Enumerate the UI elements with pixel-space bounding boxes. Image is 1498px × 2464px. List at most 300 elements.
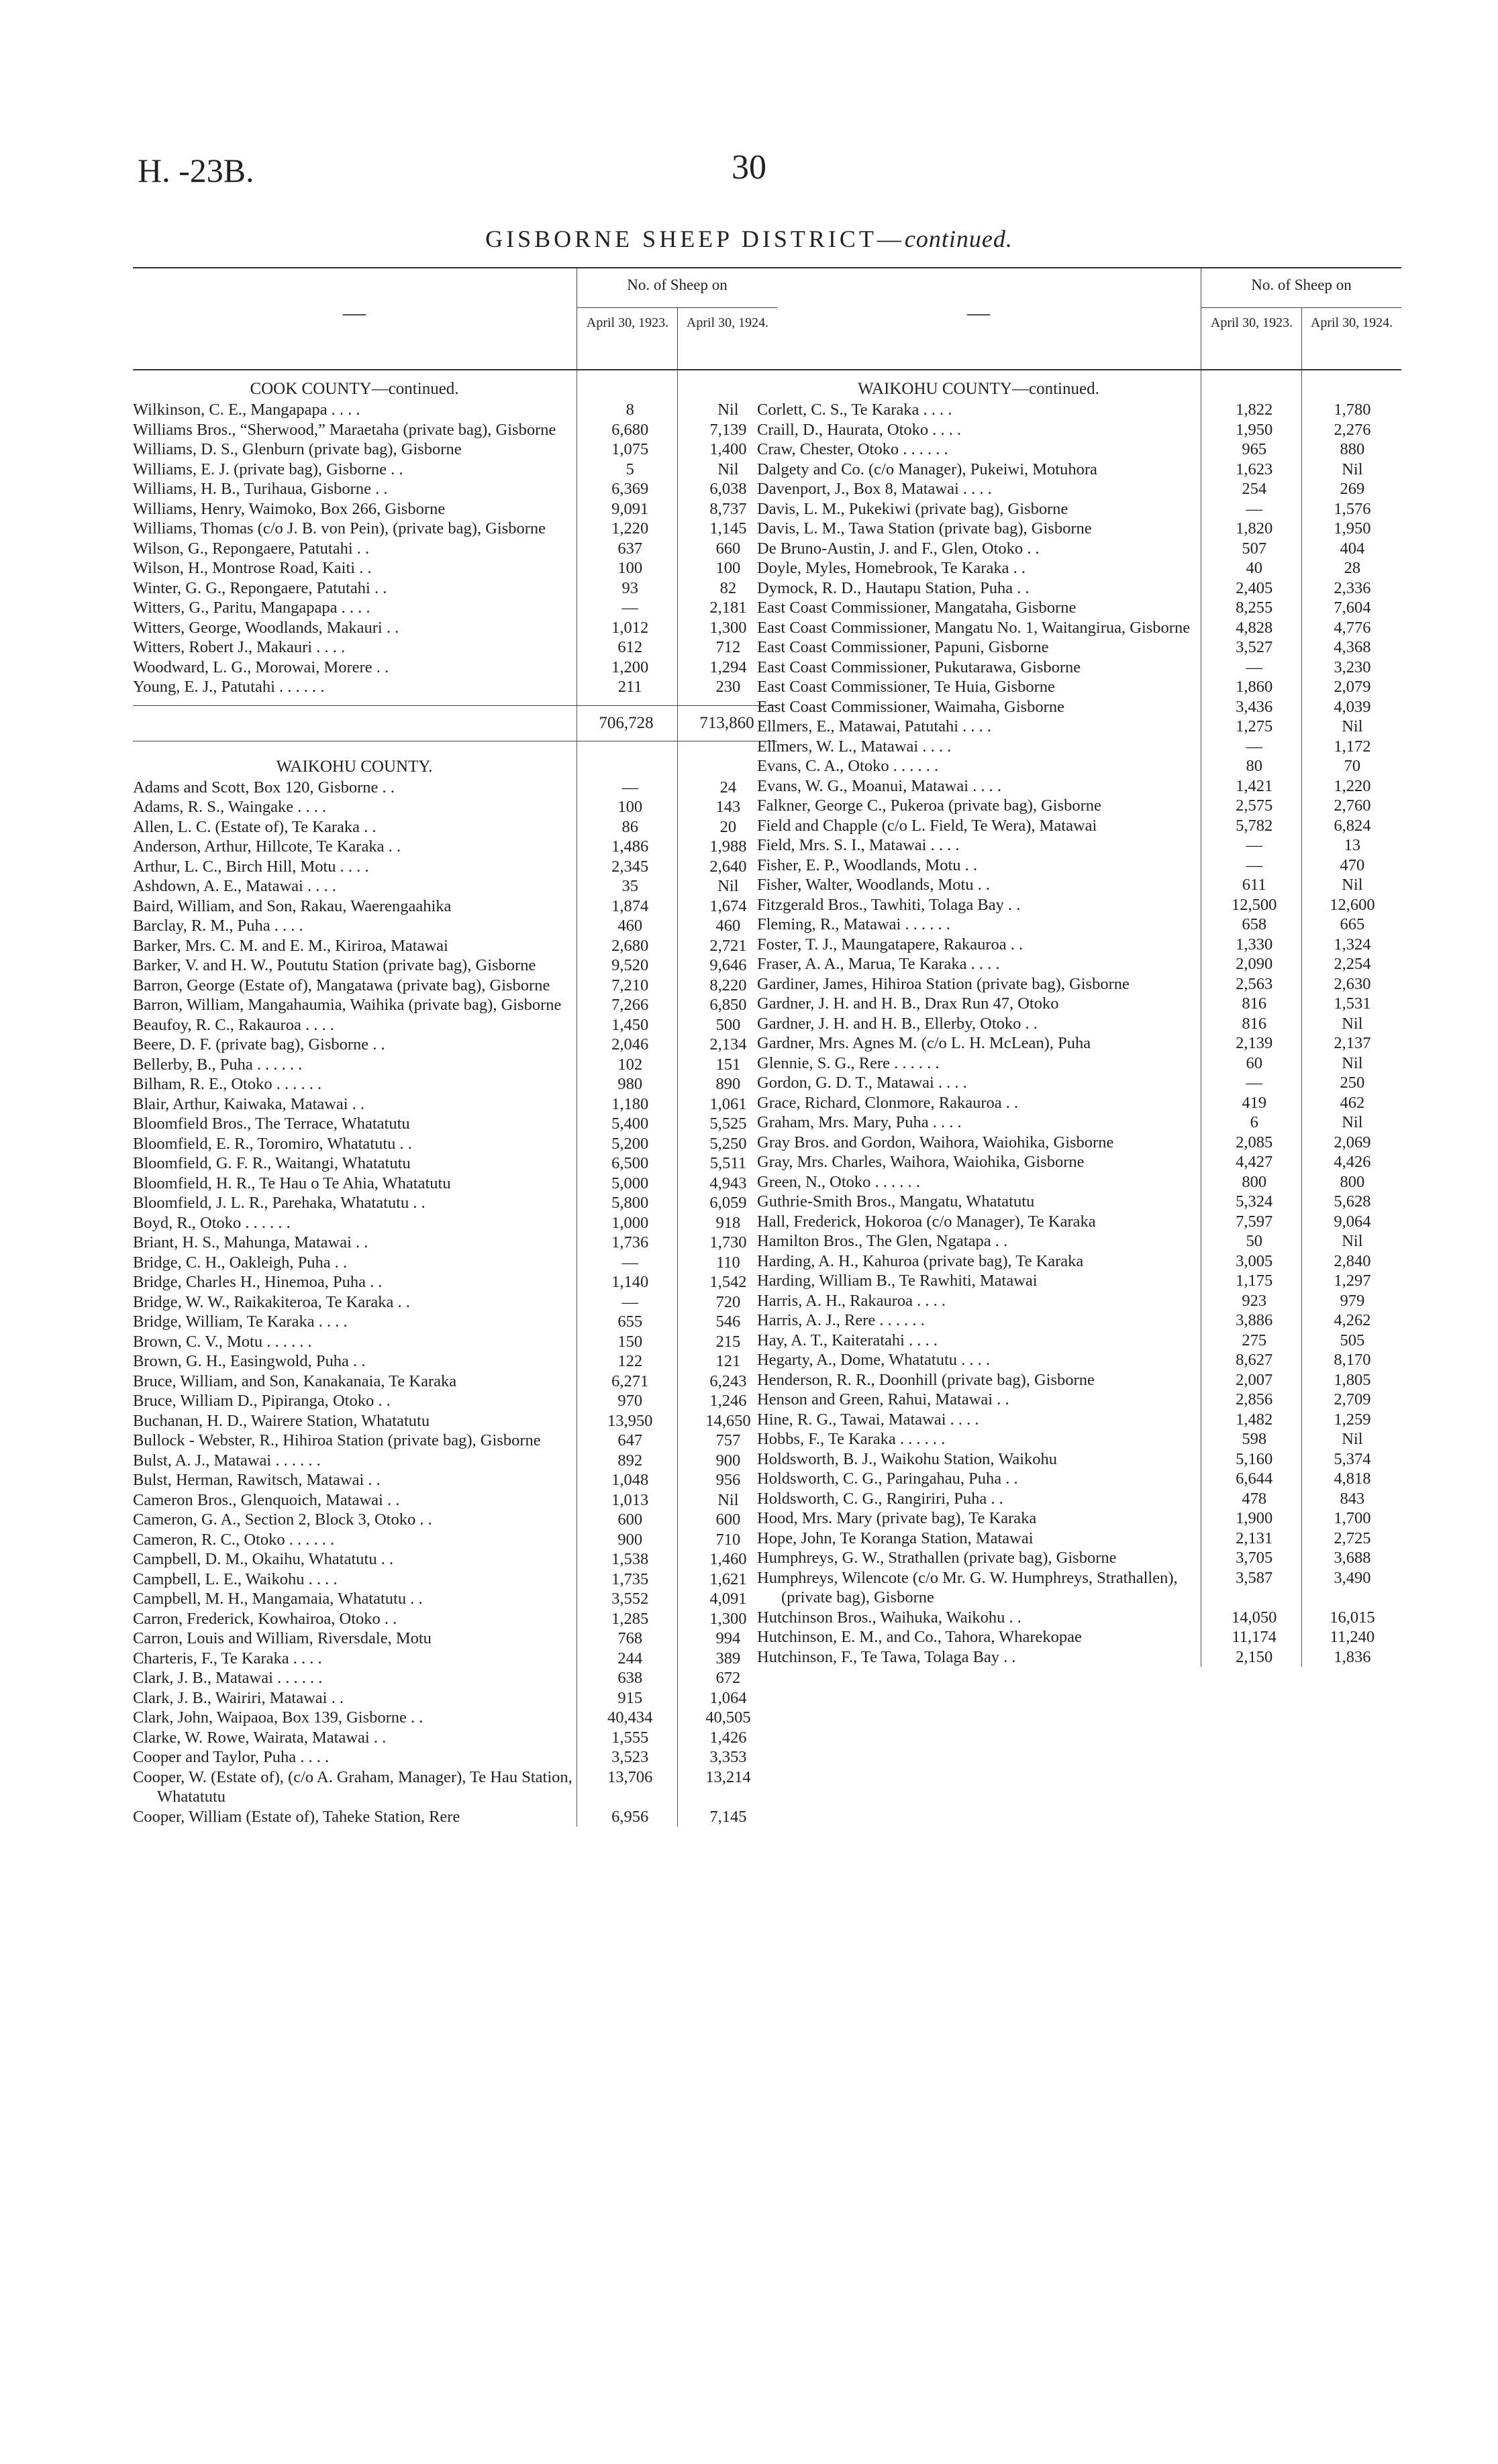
owner-name: East Coast Commissioner, Pukutarawa, Gisborne [757,658,1081,676]
sheep-1924: 1,400 [709,440,747,458]
sheep-1924: 1,426 [709,1728,747,1747]
sheep-1924: 2,721 [709,936,747,955]
sheep-1924: 1,700 [1334,1509,1371,1527]
owner-name: Humphreys, Wilencote (c/o Mr. G. W. Humphreys, Strathallen), (private bag), Gisborne [757,1568,1178,1606]
col-1924-heading: April 30, 1924. [686,315,769,330]
table-row [133,956,777,976]
sheep-1923: 6,644 [1236,1470,1273,1488]
sheep-1924: 4,039 [1334,697,1371,716]
sheep-1924: 1,674 [709,896,747,915]
owner-name: Adams, R. S., Waingake . . . . [133,798,327,816]
owner-name: Beere, D. F. (private bag), Gisborne . . [133,1035,385,1054]
owner-name: Fleming, R., Matawai . . . . . . [757,915,950,933]
owner-name: Ellmers, W. L., Matawai . . . . [757,737,952,756]
table-row [757,1647,1401,1667]
sheep-1924: 1,246 [709,1392,747,1410]
owner-name: Bulst, Herman, Rawitsch, Matawai . . [133,1471,381,1489]
sheep-1923: 40,434 [607,1708,653,1727]
owner-name: Cameron, R. C., Otoko . . . . . . [133,1530,335,1549]
table-row [133,778,777,798]
table-row [757,658,1401,678]
owner-name: East Coast Commissioner, Te Huia, Gisborne [757,678,1055,696]
owner-name: Williams, Henry, Waimoko, Box 266, Gisborne [133,499,446,518]
sheep-1924: 890 [715,1075,741,1093]
table-row [757,1093,1401,1113]
sheep-1924: 1,172 [1334,737,1371,756]
sheep-1923: 600 [617,1510,643,1529]
sheep-1923: 1,900 [1236,1509,1273,1527]
sheep-1923: — [621,1292,638,1311]
owner-name: Ashdown, A. E., Matawai . . . . [133,877,336,895]
table-body [133,370,777,1827]
sheep-1924: 5,525 [709,1115,747,1133]
sheep-1923: 1,822 [1236,401,1273,419]
owner-name: Davenport, J., Box 8, Matawai . . . . [757,480,992,498]
table-row [133,1114,777,1134]
table-row [133,1233,777,1253]
sheep-1923: 211 [617,678,642,696]
sheep-1923: 637 [617,539,643,558]
table-row [133,1391,777,1411]
table-row [133,479,777,499]
sheep-1924: 1,061 [709,1094,747,1113]
sheep-1923: 6,369 [611,480,649,498]
sheep-1924: Nil [717,460,739,478]
sheep-1923: 5,200 [611,1134,649,1153]
sheep-1923: 86 [621,817,638,836]
sheep-1924: 720 [715,1292,741,1311]
col-1923-heading: April 30, 1923. [586,315,669,330]
sheep-1923: 60 [1246,1054,1262,1072]
owner-name: Evans, C. A., Otoko . . . . . . [757,757,939,775]
table-row [133,558,777,578]
table-row [757,1331,1401,1351]
sheep-1923: 1,000 [611,1213,649,1232]
sheep-1924: 82 [719,578,737,597]
table-row [133,519,777,539]
owner-name: Beaufoy, R. C., Rakauroa . . . . [133,1015,334,1034]
table-row [757,1508,1401,1529]
sheep-1924: Nil [717,877,739,895]
sheep-1924: 8,170 [1334,1351,1371,1369]
sheep-1924: 3,490 [1334,1568,1371,1587]
owner-name: Bruce, William, and Son, Kanakanaia, Te Karaka [133,1372,457,1390]
sheep-1923: 5,400 [611,1115,649,1133]
sheep-1923: 2,150 [1236,1647,1273,1666]
table-row [133,1134,777,1154]
sheep-1923: 14,050 [1232,1608,1277,1627]
table-row [757,1469,1401,1489]
owner-name: Clarke, W. Rowe, Wairata, Matawai . . [133,1728,387,1747]
sheep-1923: 3,527 [1236,638,1273,656]
owner-name: Harding, William B., Te Rawhiti, Matawai [757,1272,1038,1290]
table-row [757,1489,1401,1509]
sheep-1924: 2,630 [1334,974,1371,993]
table-row [757,1350,1401,1370]
owner-name: Hay, A. T., Kaiteratahi . . . . [757,1331,938,1349]
sheep-1924: Nil [717,401,739,419]
owner-name: Cameron Bros., Glenquoich, Matawai . . [133,1490,400,1509]
owner-name: Ellmers, E., Matawai, Patutahi . . . . [757,717,992,735]
owner-name: Barron, William, Mangahaumia, Waihika (private bag), Gisborne [133,996,562,1014]
sheep-1923: 1,275 [1236,717,1273,735]
table-row [133,400,777,420]
owner-name: Bloomfield, H. R., Te Hau o Te Ahia, Whatatutu [133,1174,451,1192]
sheep-1923: 2,563 [1236,974,1273,993]
sheep-1923: 1,012 [611,618,649,637]
name-column-dash: — [343,301,366,325]
sheep-1923: 2,090 [1236,955,1273,973]
sheep-1923: 100 [617,798,643,816]
table-row [757,776,1401,797]
owner-name: Williams Bros., “Sherwood,” Maraetaha (private bag), Gisborne [133,420,556,439]
sheep-1923: 478 [1242,1489,1267,1508]
sheep-1923: 122 [617,1352,643,1370]
sheep-1924: 2,640 [709,857,747,876]
owner-name: Bullock - Webster, R., Hihiroa Station (private bag), Gisborne [133,1431,541,1449]
owner-name: Brown, G. H., Easingwold, Puha . . [133,1352,366,1370]
table-row [133,1074,777,1094]
sheep-1924: 9,646 [709,956,747,974]
sheep-1924: 2,760 [1334,797,1371,815]
owner-name: Bilham, R. E., Otoko . . . . . . [133,1075,322,1093]
owner-name: Gardiner, James, Hihiroa Station (private bag), Gisborne [757,974,1130,993]
owner-name: Young, E. J., Patutahi . . . . . . [133,678,325,696]
sheep-1923: 980 [617,1075,643,1093]
sheep-1923: 3,705 [1236,1549,1273,1567]
owner-name: Allen, L. C. (Estate of), Te Karaka . . [133,817,377,836]
sheep-1923: 1,950 [1236,420,1273,439]
sheep-1924: 712 [715,638,741,656]
table-row [757,420,1401,440]
table-row [757,1390,1401,1410]
owner-name: Bridge, W. W., Raikakiteroa, Te Karaka . . [133,1292,410,1311]
sheep-1924: 110 [715,1253,740,1272]
sheep-1924: 215 [715,1332,741,1351]
owner-name: Arthur, L. C., Birch Hill, Motu . . . . [133,857,369,876]
owner-name: Barclay, R. M., Puha . . . . [133,917,303,935]
sheep-1924: Nil [1342,876,1363,894]
owner-name: Bridge, William, Te Karaka . . . . [133,1313,348,1331]
table-row [757,915,1401,935]
table-row [757,1271,1401,1291]
owner-name: Anderson, Arthur, Hillcote, Te Karaka . . [133,837,401,856]
table-row [133,1153,777,1174]
sheep-1923: 6,956 [611,1807,649,1826]
owner-name: Gardner, Mrs. Agnes M. (c/o L. H. McLean), Puha [757,1034,1091,1052]
sheep-1924: 6,243 [709,1372,747,1390]
sheep-1923: 13,950 [607,1411,653,1430]
sheep-1923: 1,200 [611,658,649,676]
sheep-1923: 816 [1242,994,1267,1013]
sheep-1923: 13,706 [607,1767,653,1786]
table-row [133,420,777,440]
table-row [133,1549,777,1570]
sheep-1924: 1,324 [1334,935,1371,954]
name-column-dash: — [967,301,990,325]
sheep-1923: 970 [617,1392,643,1410]
sheep-1923: 7,210 [611,976,649,994]
owner-name: Fisher, E. P., Woodlands, Motu . . [757,856,978,874]
owner-name: Barron, George (Estate of), Mangatawa (private bag), Gisborne [133,976,550,994]
sheep-1924: 8,220 [709,976,747,994]
owner-name: Hope, John, Te Koranga Station, Matawai [757,1529,1034,1547]
table-row [757,1449,1401,1470]
sheep-1923: 50 [1246,1232,1262,1250]
sheep-1923: 275 [1242,1331,1267,1349]
sheep-1923: 2,007 [1236,1370,1273,1389]
owner-name: Bridge, C. H., Oakleigh, Puha . . [133,1253,348,1272]
sheep-1924: Nil [1342,460,1363,478]
table-row [133,460,777,480]
sheep-1923: 892 [617,1451,643,1470]
sheep-1924: 230 [715,678,741,696]
sheep-1923: 611 [1242,876,1266,894]
owner-name: Cameron, G. A., Section 2, Block 3, Otoko . . [133,1510,432,1529]
sheep-1924: Nil [1342,1232,1363,1250]
owner-name: Craill, D., Haurata, Otoko . . . . [757,420,962,439]
table-row [757,1014,1401,1034]
sheep-1924: 13,214 [705,1767,751,1786]
sheep-1923: 3,436 [1236,697,1273,716]
sheep-1924: 1,297 [1334,1272,1371,1290]
table-row [133,1372,777,1392]
sheep-1923: 1,330 [1236,935,1273,954]
sheep-1923: — [1246,658,1262,676]
owner-name: Hamilton Bros., The Glen, Ngatapa . . [757,1232,1008,1250]
sheep-1924: 2,134 [709,1035,747,1054]
sheep-1923: 8,627 [1236,1351,1273,1369]
table-row [757,578,1401,599]
table-header [133,267,777,370]
table-row [757,1627,1401,1647]
table-row [133,1312,777,1332]
sheep-1923: 598 [1242,1430,1267,1448]
owner-name: Hine, R. G., Tawai, Matawai . . . . [757,1410,979,1429]
sheep-1924: 757 [715,1431,741,1449]
sheep-1924: 1,294 [709,658,747,676]
sheep-1923: 1,860 [1236,678,1273,696]
sheep-1923: 6,271 [611,1372,649,1390]
owner-name: Carron, Frederick, Kowhairoa, Otoko . . [133,1609,397,1628]
table-row [757,697,1401,717]
sheep-1924: 28 [1344,559,1361,577]
sheep-1923: 1,736 [611,1233,649,1251]
sheep-1923: 2,131 [1236,1529,1273,1547]
table-row [133,618,777,638]
owner-name: Holdsworth, B. J., Waikohu Station, Waikohu [757,1449,1058,1468]
owner-name: Wilson, H., Montrose Road, Kaiti . . [133,559,372,577]
sheep-1924: 918 [715,1213,741,1232]
sheep-1923: 647 [617,1431,643,1449]
sheep-1924: 2,276 [1334,420,1371,439]
sheep-1924: 3,230 [1334,658,1371,676]
owner-name: Williams, H. B., Turihaua, Gisborne . . [133,480,388,498]
owner-name: Barker, V. and H. W., Poututu Station (private bag), Gisborne [133,956,536,974]
sheep-1923: 5,000 [611,1174,649,1192]
sheep-1923: 900 [617,1530,643,1549]
sheep-1924: 2,181 [709,599,747,617]
owner-name: Bloomfield, G. F. R., Waitangi, Whatatutu [133,1154,411,1172]
owner-name: Witters, George, Woodlands, Makauri . . [133,618,399,637]
table-row [133,499,777,519]
table-row [133,1411,777,1431]
sheep-1924: 462 [1340,1093,1365,1112]
table-row [757,1529,1401,1549]
table-row [757,756,1401,776]
table-row [757,974,1401,994]
owner-name: Williams, D. S., Glenburn (private bag), Gisborne [133,440,462,458]
owner-name: Gardner, J. H. and H. B., Drax Run 47, Otoko [757,994,1059,1013]
section-heading: COOK COUNTY—continued. [250,380,459,398]
sheep-1923: 2,046 [611,1035,649,1054]
sheep-1924: Nil [1342,1430,1363,1448]
total-1924: 713,860 [699,713,754,732]
table-row [757,994,1401,1014]
sheep-1923: 7,266 [611,996,649,1014]
table-row [133,1431,777,1451]
owner-name: Bellerby, B., Puha . . . . . . [133,1055,303,1074]
owner-name: Clark, J. B., Wairiri, Matawai . . [133,1688,344,1707]
sheep-1923: 3,523 [611,1748,649,1766]
sheep-1924: Nil [717,1490,739,1509]
table-row [133,896,777,917]
table-row [757,717,1401,737]
owner-name: Briant, H. S., Mahunga, Matawai . . [133,1233,368,1251]
owner-name: Wilkinson, C. E., Mangapapa . . . . [133,401,360,419]
sheep-1924: 2,709 [1334,1390,1371,1408]
table-row [133,578,777,599]
owner-name: Field, Mrs. S. I., Matawai . . . . [757,836,960,854]
sheep-1924: 546 [715,1313,741,1331]
sheep-1924: 4,776 [1334,618,1371,637]
table-row [133,1708,777,1728]
sheep-1924: 7,139 [709,420,747,439]
sheep-1924: 13 [1344,836,1361,854]
sheep-1924: 665 [1340,915,1365,933]
sheep-1923: 1,140 [611,1273,649,1291]
title-main: GISBORNE SHEEP DISTRICT— [485,225,905,252]
sheep-1923: 612 [617,638,643,656]
owner-name: East Coast Commissioner, Papuni, Gisborne [757,638,1049,656]
sheep-1924: 7,145 [709,1807,747,1826]
sheep-1924: 6,038 [709,480,747,498]
owner-name: Gray, Mrs. Charles, Waihora, Waiohika, Gisborne [757,1153,1085,1171]
table-row [133,1530,777,1550]
table-row [757,1548,1401,1568]
owner-name: Williams, E. J. (private bag), Gisborne . . [133,460,403,478]
county-total-row [133,705,777,741]
sheep-1923: 1,175 [1236,1272,1273,1290]
table-row [757,856,1401,876]
owner-name: Henson and Green, Rahui, Matawai . . [757,1390,1009,1408]
sheep-1923: 5,324 [1236,1192,1273,1211]
owner-name: Graham, Mrs. Mary, Puha . . . . [757,1113,962,1131]
table-row [133,1668,777,1688]
owner-name: Cooper, W. (Estate of), (c/o A. Graham, Manager), Te Hau Station, Whatatutu [133,1767,572,1806]
table-row [757,598,1401,618]
sheep-1924: 1,621 [709,1570,747,1588]
sheep-1924: 6,059 [709,1194,747,1212]
sheep-1924: 660 [715,539,741,558]
sheep-1924: 800 [1340,1172,1365,1191]
owner-name: Dymock, R. D., Hautapu Station, Puha . . [757,578,1030,597]
sheep-1924: 470 [1340,856,1365,874]
sheep-1924: 600 [715,1510,741,1529]
sheep-1923: 102 [617,1055,643,1074]
owner-name: Holdsworth, C. G., Rangiriri, Puha . . [757,1489,1003,1508]
sheep-1924: 505 [1340,1331,1365,1349]
owner-name: Craw, Chester, Otoko . . . . . . [757,440,948,458]
sheep-1923: 93 [621,578,638,597]
owner-name: Dalgety and Co. (c/o Manager), Pukeiwi, Motuhora [757,460,1097,478]
sheep-count-heading: No. of Sheep on [627,276,728,293]
owner-name: Hutchinson, E. M., and Co., Tahora, Wharekopae [757,1628,1082,1646]
table-row [757,1608,1401,1628]
sheep-1923: 40 [1246,559,1262,577]
table-row [133,1015,777,1035]
owner-name: Hobbs, F., Te Karaka . . . . . . [757,1430,946,1448]
sheep-1923: — [621,1253,638,1272]
sheep-1924: 460 [715,917,741,935]
table-row [757,1212,1401,1232]
table-row [133,817,777,837]
sheep-1923: 6,680 [611,420,649,439]
sheep-1923: 1,450 [611,1015,649,1034]
table-row [133,1193,777,1213]
sheep-1924: 12,600 [1330,895,1375,914]
table-row [133,837,777,857]
sheep-1924: Nil [1342,1014,1363,1033]
owner-name: Witters, Robert J., Makauri . . . . [133,638,346,656]
table-row [133,1272,777,1292]
sheep-1924: 710 [715,1530,741,1549]
sheep-1923: 3,005 [1236,1251,1273,1270]
right-column [757,267,1401,1667]
table-row [757,1172,1401,1192]
owner-name: Bloomfield Bros., The Terrace, Whatatutu [133,1115,410,1133]
sheep-1924: 2,336 [1334,578,1371,597]
table-row [133,1451,777,1471]
table-row [133,1510,777,1530]
owner-name: Brown, C. V., Motu . . . . . . [133,1332,312,1351]
owner-name: Guthrie-Smith Bros., Mangatu, Whatatutu [757,1192,1035,1211]
sheep-1924: 979 [1340,1291,1365,1310]
sheep-1923: 11,174 [1232,1628,1277,1646]
table-row [133,1767,777,1807]
owner-name: Grace, Richard, Clonmore, Rakauroa . . [757,1093,1019,1112]
owner-name: Hood, Mrs. Mary (private bag), Te Karaka [757,1509,1037,1527]
table-row [757,1133,1401,1153]
table-row [133,1807,777,1827]
table-row [133,1570,777,1590]
sheep-1923: 965 [1242,440,1267,458]
table-row [757,1410,1401,1430]
title-continued: continued. [904,225,1013,252]
table-row [133,995,777,1015]
table-row [133,677,777,697]
owner-name: Harris, A. H., Rakauroa . . . . [757,1291,946,1310]
sheep-1923: 419 [1242,1093,1267,1112]
owner-name: Bulst, A. J., Matawai . . . . . . [133,1451,321,1470]
sheep-1923: 6,500 [611,1154,649,1172]
table-row [133,1253,777,1273]
section-heading: WAIKOHU COUNTY. [276,757,433,776]
owner-name: Clark, John, Waipaoa, Box 139, Gisborne . . [133,1708,423,1727]
sheep-1923: 8 [626,401,634,419]
table-row [133,1292,777,1313]
sheep-1923: 1,180 [611,1094,649,1113]
